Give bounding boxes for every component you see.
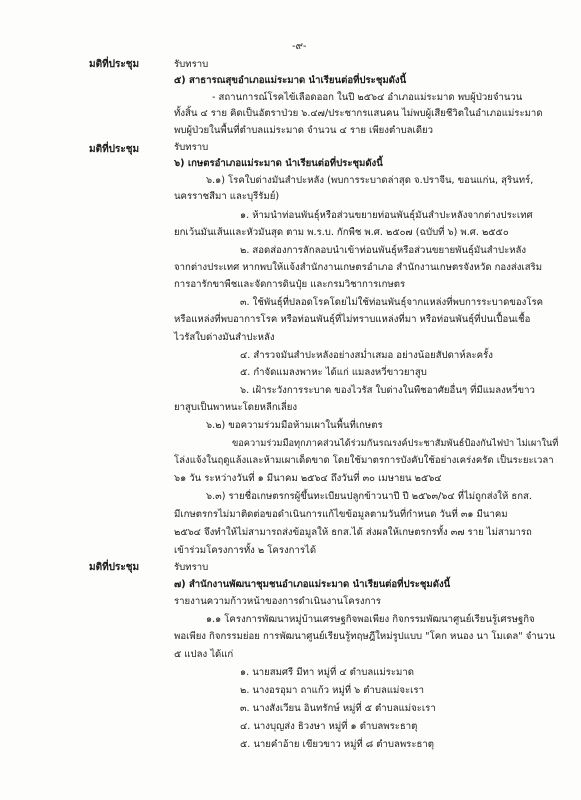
body-line: ยกเว้นมันเส้นและหัวมันสุด ตาม พ.ร.บ. กักพืช พ.ศ. ๒๕๐๗ (ฉบับที่ ๖) พ.ศ. ๒๕๕๐: [174, 227, 509, 238]
page-number: -๙-: [292, 41, 307, 52]
section-heading: ๗) สำนักงานพัฒนาชุมชนอำเภอแม่ระมาด นำเรียนต่อที่ประชุมดังนี้: [174, 579, 451, 590]
body-line: โล่งแจ้งในฤดูแล้งและห้ามเผาเด็ดขาด โดยใช้มาตรการบังคับใช้อย่างเคร่งครัด เป็นระยะเวลา: [174, 455, 554, 466]
section-heading: ๖) เกษตรอำเภอแม่ระมาด นำเรียนต่อที่ประชุมดังนี้: [174, 158, 383, 169]
body-line: ทั้งสิ้น ๔ ราย คิดเป็นอัตราป่วย ๖.๔๗/ประชากรแสนคน ไม่พบผู้เสียชีวิตในอำเภอแม่ระมาด: [174, 108, 543, 119]
body-line: ยาสูบเป็นพาหนะโดยหลีกเลี่ยง: [174, 402, 298, 413]
body-line: การอารักขาพืชและจัดการดินปุ๋ย และกรมวิชาการเกษตร: [174, 279, 406, 290]
body-line: - สถานการณ์โรคไข้เลือดออก ในปี ๒๕๖๔ อำเภอแม่ระมาด พบผู้ป่วยจำนวน: [212, 92, 523, 103]
body-line: ๒. สอดส่องการลักลอบนำเข้าท่อนพันธุ์หรือส่วนขยายพันธุ์มันสำปะหลัง: [240, 245, 527, 256]
body-line: ขอความร่วมมือทุกภาคส่วนได้ร่วมกันรณรงค์ประชาสัมพันธ์ป้องกันไฟป่า ไม่เผาในที่: [232, 438, 559, 449]
body-line: พอเพียง กิจกรรมย่อย การพัฒนาศูนย์เรียนรู้ทฤษฎีใหม่รูปแบบ "โคก หนอง นา โมเดล" จำนวน: [174, 631, 556, 642]
list-item: ๔. นางบุญส่ง ธิวงษา หมู่ที่ ๑ ตำบลพระธาตุ: [240, 721, 418, 732]
body-line: ๑. ห้ามนำท่อนพันธุ์หรือส่วนขยายท่อนพันธุ์มันสำปะหลังจากต่างประเทศ: [240, 210, 533, 221]
body-line: ๖. เฝ้าระวังการระบาด ของไวรัส ใบด่างในพืชอาศัยอื่นๆ ที่มีแมลงหวี่ขาว: [240, 385, 535, 396]
body-line: รายงานความก้าวหน้าของการดำเนินงานโครงการ: [174, 596, 381, 607]
body-line: ๓. ใช้พันธุ์ที่ปลอดโรคโดยไม่ใช้ท่อนพันธุ์จากแหล่งที่พบการระบาดของโรค: [240, 297, 544, 308]
body-line: ไวรัสใบด่างมันสำปะหลัง: [174, 332, 275, 343]
acknowledged-text: รับทราบ: [174, 142, 209, 153]
acknowledged-text: รับทราบ: [174, 562, 209, 573]
list-item: ๓. นางสังเวียน อินทรักษ์ หมู่ที่ ๕ ตำบลแม่จะเรา: [240, 703, 436, 714]
body-line: พบผู้ป่วยในพื้นที่ตำบลแม่ระมาด จำนวน ๔ ราย เพียงตำบลเดียว: [174, 125, 434, 136]
body-line: ๒๕๖๔ จึงทำให้ไม่สามารถส่งข้อมูลให้ ธกส.ได้ ส่งผลให้เกษตรกรทั้ง ๓๗ ราย ไม่สามารถ: [174, 527, 532, 538]
section-heading: ๕) สาธารณสุขอำเภอแม่ระมาด นำเรียนต่อที่ประชุมดังนี้: [174, 75, 407, 86]
body-line: มีเกษตรกรไม่มาติดต่อขอดำเนินการแก้ไขข้อมูลตามวันที่กำหนด วันที่ ๓๑ มีนาคม: [174, 509, 508, 520]
body-line: ๖.๑) โรคใบด่างมันสำปะหลัง (พบการระบาดล่าสุด จ.ปราจีน, ขอนแก่น, สุรินทร์,: [206, 175, 534, 186]
resolution-label: มติที่ประชุม: [89, 562, 140, 573]
resolution-label: มติที่ประชุม: [89, 144, 140, 155]
body-line: หรือแหล่งที่พบอาการโรค หรือท่อนพันธุ์ที่ไม่ทราบแหล่งที่มา หรือท่อนพันธุ์ที่ปนเปื้อนเชื้อ: [174, 314, 531, 325]
resolution-label: มติที่ประชุม: [89, 59, 140, 70]
list-item: ๕. นายคำอ้าย เขียวขาว หมู่ที่ ๘ ตำบลพระธาตุ: [240, 739, 434, 750]
body-line: เข้าร่วมโครงการทั้ง ๒ โครงการได้: [174, 545, 317, 556]
acknowledged-text: รับทราบ: [174, 59, 209, 70]
body-line: ๖.๓) รายชื่อเกษตรกรผู้ขึ้นทะเบียนปลูกข้าวนาปี ปี ๒๕๖๓/๖๔ ที่ไม่ถูกส่งให้ ธกส.: [206, 491, 532, 502]
body-line: ๔. สำรวจมันสำปะหลังอย่างสม่ำเสมอ อย่างน้อยสัปดาห์ละครั้ง: [240, 350, 493, 361]
list-item: ๒. นางอรอุมา ถาแก้ว หมู่ที่ ๖ ตำบลแม่จะเรา: [240, 685, 424, 696]
list-item: ๑. นายสมศรี มีทา หมู่ที่ ๔ ตำบลแม่ระมาด: [240, 667, 414, 678]
body-line: ๕. กำจัดแมลงพาหะ ได้แก่ แมลงหวี่ขาวยาสูบ: [240, 367, 427, 378]
body-line: ๕ แปลง ได้แก่: [174, 649, 234, 660]
body-line: ๖๑ วัน ระหว่างวันที่ ๑ มีนาคม ๒๕๖๔ ถึงวันที่ ๓๐ เมษายน ๒๕๖๔: [174, 473, 442, 484]
body-line: นครราชสีมา และบุรีรัมย์): [174, 191, 280, 202]
body-line: ๖.๒) ขอความร่วมมือห้ามเผาในพื้นที่เกษตร: [206, 420, 383, 431]
body-line: ๑.๑ โครงการพัฒนาหมู่บ้านเศรษฐกิจพอเพียง กิจกรรมพัฒนาศูนย์เรียนรู้เศรษฐกิจ: [206, 614, 535, 625]
body-line: จากต่างประเทศ หากพบให้แจ้งสำนักงานเกษตรอำเภอ สำนักงานเกษตรจังหวัด กองส่งเสริม: [174, 262, 543, 273]
